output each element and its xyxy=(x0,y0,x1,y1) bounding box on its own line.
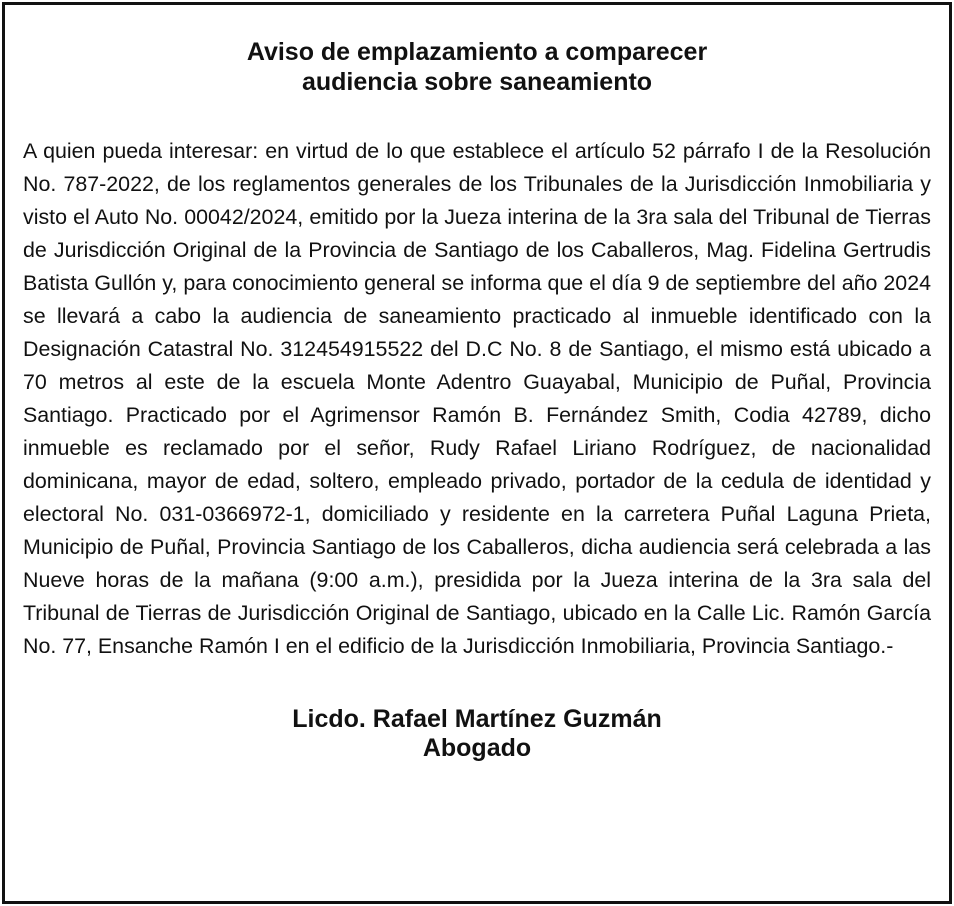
notice-body: A quien pueda interesar: en virtud de lo que establece el artículo 52 párrafo I de la Resolución No. 787-2022, de los reglamentos generales de los Tribunales de la Jurisdicción Inmobiliaria y visto el Auto No. 00042/2024, emitido por la Jueza interina de la 3ra sala del Tribunal de Tierras de Jurisdicción Original de la Provincia de Santiago de los Caballeros, Mag. Fidelina Gertrudis Batista Gullón y, para conocimiento general se informa que el día 9 de septiembre del año 2024 se llevará a cabo la audiencia de saneamiento practicado al inmueble identificado con la Designación Catastral No. 312454915522 del D.C No. 8 de Santiago, el mismo está ubicado a 70 metros al este de la escuela Monte Adentro Guayabal, Municipio de Puñal, Provincia Santiago. Practicado por el Agrimensor Ramón B. Fernández Smith, Codia 42789, dicho inmueble es reclamado por el señor, Rudy Rafael Liriano Rodríguez, de nacionalidad dominicana, mayor de edad, soltero, empleado privado, portador de la cedula de identidad y electoral No. 031-0366972-1, domiciliado y residente en la carretera Puñal Laguna Prieta, Municipio de Puñal, Provincia Santiago de los Caballeros, dicha audiencia será celebrada a las Nueve horas de la mañana (9:00 a.m.), presidida por la Jueza interina de la 3ra sala del Tribunal de Tierras de Jurisdicción Original de Santiago, ubicado en la Calle Lic. Ramón García No. 77, Ensanche Ramón I en el edificio de la Jurisdicción Inmobiliaria, Provincia Santiago.- xyxy=(23,139,931,658)
notice-frame xyxy=(2,2,952,904)
signature-title: Abogado xyxy=(422,734,532,762)
signature-name: Licdo. Rafael Martínez Guzmán xyxy=(292,705,662,733)
notice-title-line-1: Aviso de emplazamiento a comparecer xyxy=(246,38,708,66)
notice-content xyxy=(23,37,931,901)
notice-title xyxy=(23,37,931,97)
notice-title-line-2: audiencia sobre saneamiento xyxy=(301,68,653,96)
signature-block xyxy=(23,705,931,763)
